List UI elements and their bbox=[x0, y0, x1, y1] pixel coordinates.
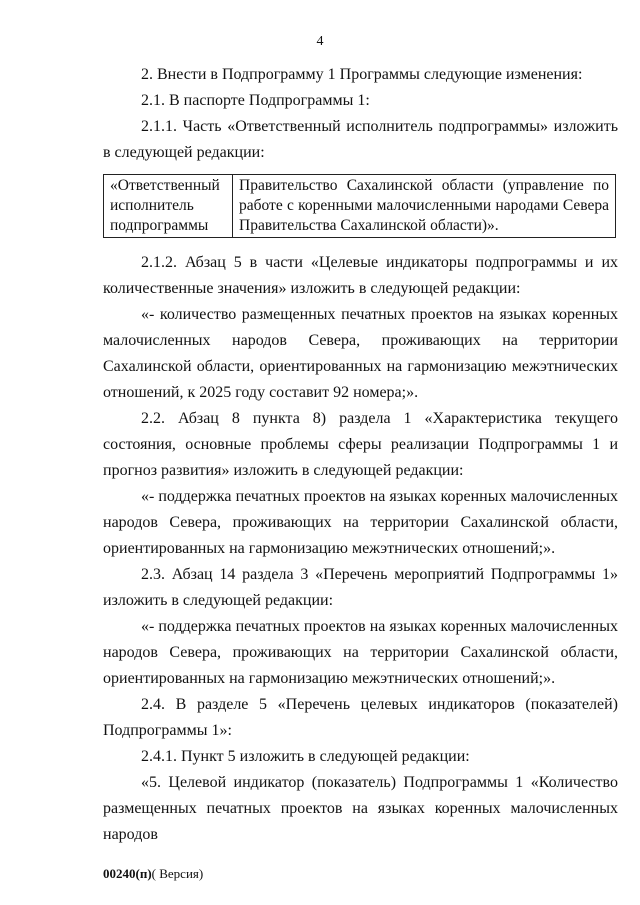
quote-item-5: «5. Целевой индикатор (показатель) Подпрограммы 1 «Количество размещенных печатных проектов на языках коренных малочисленных народов bbox=[103, 774, 618, 843]
page-number: 4 bbox=[316, 34, 324, 49]
table-cell-label: «Ответственный исполнитель подпрограммы bbox=[104, 175, 233, 238]
document-footer bbox=[103, 866, 203, 882]
quote-indicator: «- количество размещенных печатных проектов на языках коренных малочисленных народов Севера, проживающих на территории Сахалинской области, ориентированных на гармонизацию межэтнических отношений, к 2025 году составит 92 номера;». bbox=[103, 306, 618, 401]
paragraph-2-3: 2.3. Абзац 14 раздела 3 «Перечень мероприятий Подпрограммы 1» изложить в следующей редакции: bbox=[103, 566, 618, 609]
responsible-executor-table bbox=[103, 174, 616, 238]
paragraph-2-4-1: 2.4.1. Пункт 5 изложить в следующей редакции: bbox=[141, 748, 470, 765]
paragraph-2-2: 2.2. Абзац 8 пункта 8) раздела 1 «Характеристика текущего состояния, основные проблемы сферы реализации Подпрограммы 1 и прогноз развития» изложить в следующей редакции: bbox=[103, 410, 618, 479]
table-cell-value: Правительство Сахалинской области (управление по работе с коренными малочисленными народами Севера Правительства Сахалинской области)». bbox=[233, 175, 616, 238]
document-body bbox=[103, 62, 618, 848]
quote-support-2: «- поддержка печатных проектов на языках коренных малочисленных народов Севера, проживающих на территории Сахалинской области, ориентированных на гармонизацию межэтнических отношений;». bbox=[103, 618, 618, 687]
document-code: 00240(п) bbox=[103, 866, 152, 881]
paragraph-2-1-1: 2.1.1. Часть «Ответственный исполнитель подпрограммы» изложить в следующей редакции: bbox=[103, 118, 618, 161]
quote-support-1: «- поддержка печатных проектов на языках коренных малочисленных народов Севера, проживающих на территории Сахалинской области, ориентированных на гармонизацию межэтнических отношений;». bbox=[103, 488, 618, 557]
table-row bbox=[104, 175, 616, 238]
paragraph-2-1: 2.1. В паспорте Подпрограммы 1: bbox=[141, 92, 370, 109]
paragraph-2: 2. Внести в Подпрограмму 1 Программы следующие изменения: bbox=[141, 66, 583, 83]
paragraph-2-4: 2.4. В разделе 5 «Перечень целевых индикаторов (показателей) Подпрограммы 1»: bbox=[103, 696, 618, 739]
paragraph-2-1-2: 2.1.2. Абзац 5 в части «Целевые индикаторы подпрограммы и их количественные значения» изложить в следующей редакции: bbox=[103, 254, 618, 297]
document-version: ( Версия) bbox=[151, 866, 204, 881]
